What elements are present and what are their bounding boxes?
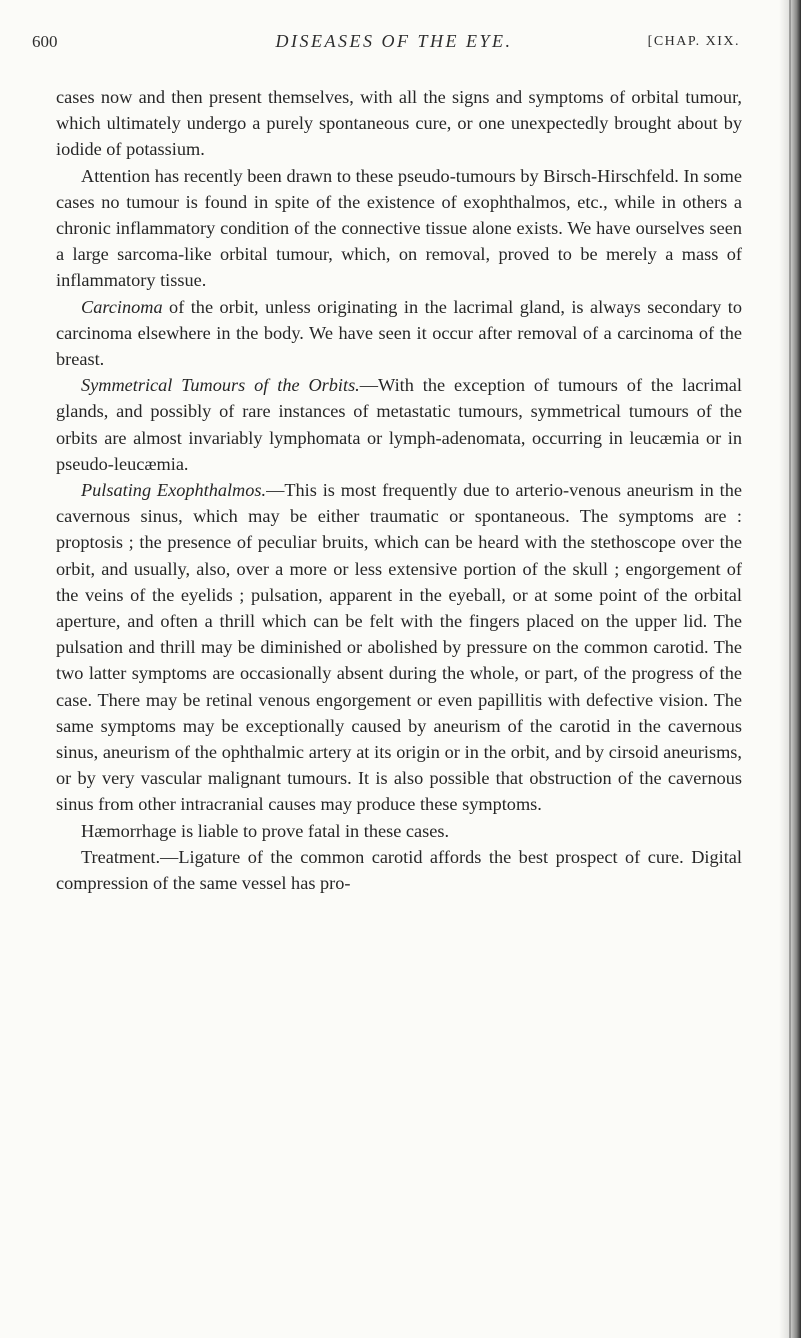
paragraph-pulsating-exophthalmos	[56, 477, 742, 818]
paragraph-lead: Symmetrical Tumours of the Orbits.	[81, 375, 360, 396]
chapter-label: [CHAP. XIX.	[647, 34, 740, 49]
page-number: 600	[32, 32, 58, 51]
running-header	[32, 28, 756, 68]
paragraph-text: Attention has recently been drawn to these pseudo-tumours by Birsch-Hirschfeld. In some cases no tumour is found in spite of the existence of exophthalmos, etc., while in others a chronic inflammatory condition of the connective tissue alone exists. We have ourselves seen a large sarcoma-like orbital tumour, which, on removal, proved to be merely a mass of inflammatory tissue.	[56, 165, 742, 291]
paragraph-continuation	[56, 84, 742, 163]
paragraph-carcinoma	[56, 294, 742, 373]
page-edge-line	[789, 0, 791, 1338]
paragraph-text: of the orbit, unless originating in the lacrimal gland, is always secondary to carcinoma elsewhere in the body. We have seen it occur after removal of a carcinoma of the breast.	[56, 296, 742, 370]
paragraph-haemorrhage	[56, 818, 742, 844]
paragraph-lead: Carcinoma	[81, 296, 163, 317]
paragraph-symmetrical-tumours	[56, 372, 742, 477]
body-text	[56, 84, 742, 896]
paragraph-text: —With the exception of tumours of the lacrimal glands, and possibly of rare instances of metastatic tumours, symmetrical tumours of the orbits are almost invariably lymphomata or lymph-adenomata, occurring in leucæmia or in pseudo-leucæmia.	[56, 375, 743, 474]
paragraph-text: —This is most frequently due to arterio-venous aneurism in the cavernous sinus, which may be either traumatic or spontaneous. The symptoms are : proptosis ; the presence of peculiar bruits, which can be heard with the stethoscope over the orbit, and usually, also, over a more or less extensive portion of the skull ; engorgement of the veins of the eyelids ; pulsation, apparent in the eyeball, or at some point of the orbital aperture, and often a thrill which can be felt with the fingers placed on the upper lid. The pulsation and thrill may be diminished or abolished by pressure on the common carotid. The two latter symptoms are occasionally absent during the whole, or part, of the progress of the case. There may be retinal venous engorgement or even papillitis with defective vision. The same symptoms may be exceptionally caused by aneurism of the carotid in the cavernous sinus, aneurism of the ophthalmic artery at its origin or in the orbit, and by cirsoid aneurisms, or by very vascular malignant tumours. It is also possible that obstruction of the cavernous sinus from other intracranial causes may produce these symptoms.	[56, 480, 742, 815]
paragraph-lead: Pulsating Exophthalmos.	[81, 480, 267, 501]
paragraph-text: Treatment.—Ligature of the common carotid affords the best prospect of cure. Digital compression of the same vessel has pro-	[56, 846, 742, 894]
paragraph-text: cases now and then present themselves, with all the signs and symptoms of orbital tumour, which ultimately undergo a purely spontaneous cure, or one unexpectedly brought about by iodide of potassium.	[56, 87, 742, 160]
paragraph-pseudo-tumours	[56, 163, 742, 294]
paragraph-text: Hæmorrhage is liable to prove fatal in these cases.	[81, 820, 450, 841]
paragraph-treatment	[56, 844, 742, 896]
running-title: DISEASES OF THE EYE.	[275, 31, 513, 51]
